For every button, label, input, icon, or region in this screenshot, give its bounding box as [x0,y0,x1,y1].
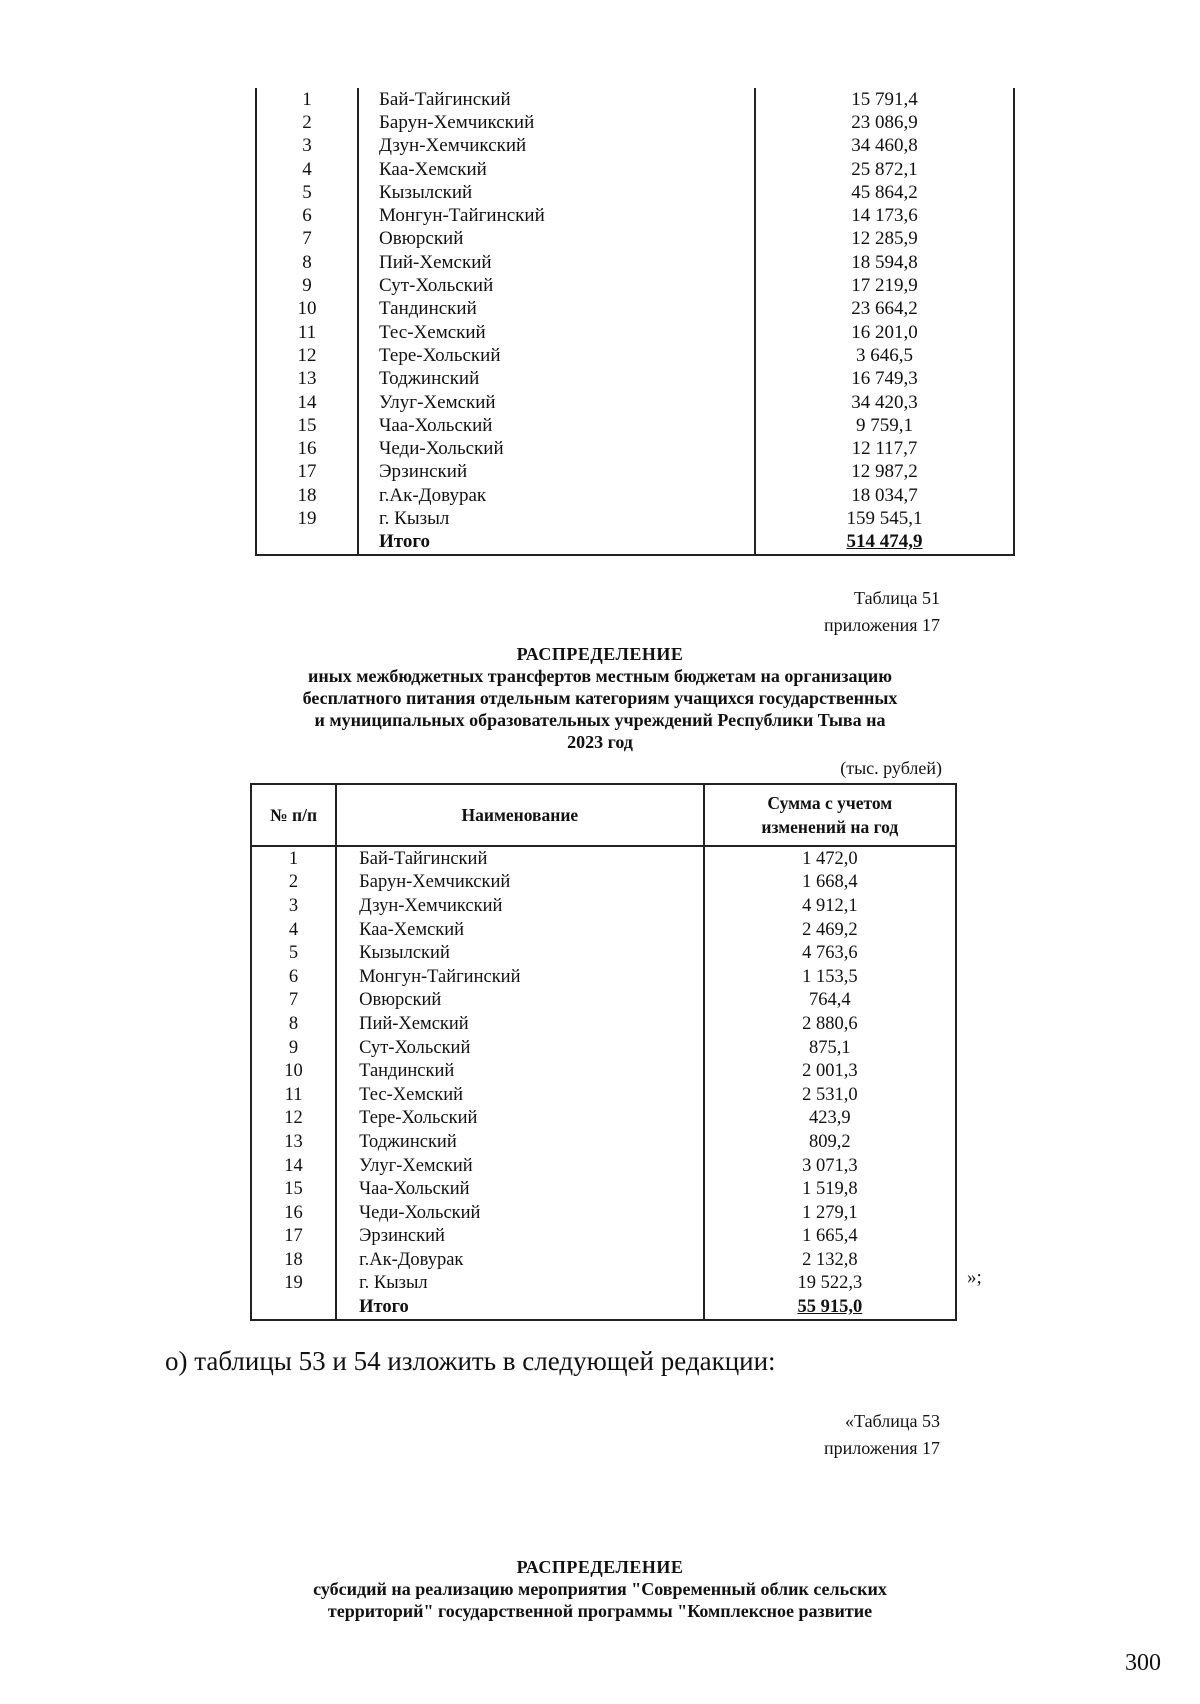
table-row [251,1036,956,1060]
row-sum: 34 420,3 [755,391,1014,414]
row-name: г. Кызыл [358,507,755,530]
table-row [251,846,956,871]
row-name: Эрзинский [336,1225,704,1249]
table53-heading-line2: территорий" государственной программы "Комплексное развитие [327,1601,873,1621]
table53-heading-title: РАСПРЕДЕЛЕНИЕ [516,1557,684,1577]
table51-caption-line1: Таблица 51 [854,588,940,608]
col-name-header: Наименование [336,784,704,846]
row-name: Сут-Хольский [358,274,755,297]
row-sum: 12 987,2 [755,461,1014,484]
table51-heading-line1: иных межбюджетных трансфертов местным бюджетам на организацию [307,666,893,686]
table53-caption-line1: «Таблица 53 [845,1411,940,1431]
table-row [251,894,956,918]
row-name: Бай-Тайгинский [336,846,704,871]
table-row [256,204,1014,227]
row-name: Тере-Хольский [336,1107,704,1131]
row-number: 10 [251,1059,336,1083]
table-row [256,321,1014,344]
table-row [256,158,1014,181]
table51-heading-line2: бесплатного питания отдельным категориям учащихся государственных [302,688,898,708]
row-sum: 4 912,1 [704,894,956,918]
total-sum: 55 915,0 [704,1295,956,1320]
total-sum: 514 474,9 [755,531,1014,555]
col-sum-header-line2: изменений на год [761,817,899,837]
row-name: Тандинский [336,1059,704,1083]
row-number: 19 [251,1272,336,1296]
row-sum: 12 285,9 [755,228,1014,251]
row-number: 8 [251,1012,336,1036]
row-number: 3 [256,135,358,158]
table-row [256,437,1014,460]
row-sum: 2 001,3 [704,1059,956,1083]
row-sum: 18 594,8 [755,251,1014,274]
col-num-header: № п/п [251,784,336,846]
row-number: 17 [251,1225,336,1249]
table51-heading-line3: и муниципальных образовательных учреждений Республики Тыва на [314,710,886,730]
row-sum: 2 132,8 [704,1248,956,1272]
row-name: Монгун-Тайгинский [336,965,704,989]
row-number: 5 [256,181,358,204]
table-row [251,1130,956,1154]
row-number: 9 [256,274,358,297]
table53-heading-line1: субсидий на реализацию мероприятия "Современный облик сельских [313,1579,887,1599]
row-number: 18 [251,1248,336,1272]
row-sum: 15 791,4 [755,88,1014,111]
row-sum: 16 749,3 [755,368,1014,391]
table51-caption-line2: приложения 17 [823,615,940,635]
table-row [251,1012,956,1036]
table53-heading [250,1556,950,1622]
row-number: 19 [256,507,358,530]
total-number-cell [251,1295,336,1320]
previous-table-body [256,88,1014,555]
row-number: 4 [251,918,336,942]
row-number: 3 [251,894,336,918]
row-name: Дзун-Хемчикский [358,135,755,158]
row-name: Эрзинский [358,461,755,484]
col-sum-header-line1: Сумма с учетом [767,793,893,813]
table51-heading [250,643,950,753]
row-number: 16 [251,1201,336,1225]
row-name: Барун-Хемчикский [358,111,755,134]
row-sum: 23 664,2 [755,298,1014,321]
row-name: Каа-Хемский [358,158,755,181]
row-sum: 3 646,5 [755,344,1014,367]
row-sum: 1 519,8 [704,1177,956,1201]
row-name: Чеди-Хольский [358,437,755,460]
row-number: 1 [256,88,358,111]
row-sum: 12 117,7 [755,437,1014,460]
row-sum: 19 522,3 [704,1272,956,1296]
table-row [256,344,1014,367]
table-row [256,461,1014,484]
row-number: 17 [256,461,358,484]
row-number: 6 [256,204,358,227]
table-row [251,1225,956,1249]
row-number: 9 [251,1036,336,1060]
table-row [256,391,1014,414]
table-row [256,507,1014,530]
row-sum: 45 864,2 [755,181,1014,204]
table-row [251,1059,956,1083]
row-sum: 18 034,7 [755,484,1014,507]
table-row [251,965,956,989]
row-number: 18 [256,484,358,507]
previous-table [255,88,1015,556]
row-sum: 764,4 [704,989,956,1013]
table-row [251,1107,956,1131]
row-sum: 159 545,1 [755,507,1014,530]
row-name: Овюрский [336,989,704,1013]
row-number: 10 [256,298,358,321]
row-sum: 17 219,9 [755,274,1014,297]
row-number: 8 [256,251,358,274]
table-row [256,251,1014,274]
table-row [251,1083,956,1107]
table51-heading-title: РАСПРЕДЕЛЕНИЕ [516,644,684,664]
row-sum: 9 759,1 [755,414,1014,437]
table-row [251,1154,956,1178]
table-row [256,135,1014,158]
row-name: Кызылский [358,181,755,204]
row-name: Барун-Хемчикский [336,871,704,895]
row-sum: 2 880,6 [704,1012,956,1036]
table-row [251,1177,956,1201]
row-number: 2 [256,111,358,134]
row-sum: 1 279,1 [704,1201,956,1225]
row-name: г. Кызыл [336,1272,704,1296]
row-number: 12 [256,344,358,367]
table-row [256,368,1014,391]
row-sum: 1 153,5 [704,965,956,989]
table51-caption [700,585,940,639]
table-row [251,1248,956,1272]
row-number: 11 [251,1083,336,1107]
row-name: Тоджинский [358,368,755,391]
row-sum: 4 763,6 [704,941,956,965]
table-row [256,484,1014,507]
row-name: Монгун-Тайгинский [358,204,755,227]
table51 [250,783,957,1321]
row-name: Улуг-Хемский [336,1154,704,1178]
row-number: 4 [256,158,358,181]
total-label: Итого [358,531,755,555]
row-sum: 1 668,4 [704,871,956,895]
row-number: 13 [251,1130,336,1154]
table-row [256,88,1014,111]
row-number: 5 [251,941,336,965]
row-name: Чеди-Хольский [336,1201,704,1225]
table-row [251,989,956,1013]
row-name: Дзун-Хемчикский [336,894,704,918]
row-name: Улуг-Хемский [358,391,755,414]
row-sum: 423,9 [704,1107,956,1131]
row-name: Каа-Хемский [336,918,704,942]
row-name: г.Ак-Довурак [358,484,755,507]
row-name: Тере-Хольский [358,344,755,367]
row-name: Тандинский [358,298,755,321]
paragraph-o: о) таблицы 53 и 54 изложить в следующей редакции: [165,1346,776,1376]
row-name: Тес-Хемский [358,321,755,344]
row-name: Чаа-Хольский [336,1177,704,1201]
row-sum: 3 071,3 [704,1154,956,1178]
row-number: 13 [256,368,358,391]
row-sum: 34 460,8 [755,135,1014,158]
row-sum: 23 086,9 [755,111,1014,134]
row-number: 14 [251,1154,336,1178]
table51-header [251,784,956,846]
table-row [256,111,1014,134]
row-name: г.Ак-Довурак [336,1248,704,1272]
total-number-cell [256,531,358,555]
row-name: Кызылский [336,941,704,965]
table53-caption [700,1408,940,1462]
row-sum: 2 531,0 [704,1083,956,1107]
row-sum: 14 173,6 [755,204,1014,227]
row-name: Сут-Хольский [336,1036,704,1060]
row-sum: 25 872,1 [755,158,1014,181]
row-number: 7 [251,989,336,1013]
row-name: Тес-Хемский [336,1083,704,1107]
table-row [251,1272,956,1296]
row-sum: 1 472,0 [704,846,956,871]
table-row [251,1201,956,1225]
row-number: 11 [256,321,358,344]
row-sum: 1 665,4 [704,1225,956,1249]
row-sum: 875,1 [704,1036,956,1060]
table51-unit: (тыс. рублей) [840,758,942,778]
table-row [251,941,956,965]
page-number: 300 [1125,1650,1161,1676]
row-name: Бай-Тайгинский [358,88,755,111]
row-number: 2 [251,871,336,895]
table-row [256,181,1014,204]
row-number: 1 [251,846,336,871]
row-number: 12 [251,1107,336,1131]
table-row [251,871,956,895]
row-sum: 809,2 [704,1130,956,1154]
row-number: 6 [251,965,336,989]
row-number: 15 [256,414,358,437]
total-row [256,531,1014,555]
total-label: Итого [336,1295,704,1320]
row-number: 16 [256,437,358,460]
row-number: 14 [256,391,358,414]
row-name: Пий-Хемский [358,251,755,274]
row-name: Тоджинский [336,1130,704,1154]
table-row [256,228,1014,251]
row-name: Чаа-Хольский [358,414,755,437]
table-row [256,298,1014,321]
row-sum: 2 469,2 [704,918,956,942]
row-number: 15 [251,1177,336,1201]
closing-quote: »; [967,1267,982,1288]
table-row [256,274,1014,297]
table51-body [251,846,956,1320]
table53-caption-line2: приложения 17 [823,1438,940,1458]
row-name: Пий-Хемский [336,1012,704,1036]
row-name: Овюрский [358,228,755,251]
table51-heading-line4: 2023 год [567,732,633,752]
row-number: 7 [256,228,358,251]
table-row [251,918,956,942]
total-row [251,1295,956,1320]
col-sum-header [704,784,956,846]
row-sum: 16 201,0 [755,321,1014,344]
table-row [256,414,1014,437]
